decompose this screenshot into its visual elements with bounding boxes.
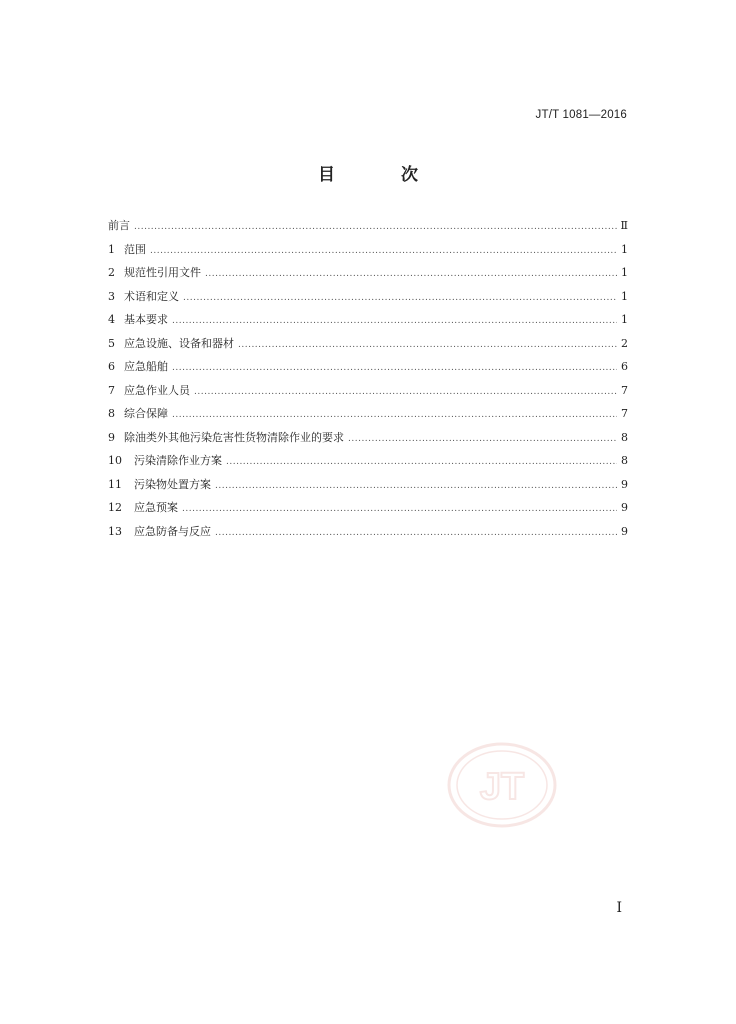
toc-entry-page: 1 xyxy=(621,313,628,326)
toc-leader-dots xyxy=(215,522,617,546)
page-title: 目 次 xyxy=(318,165,448,185)
toc-entry-label: 污染清除作业方案 xyxy=(134,454,222,467)
toc-entry[interactable] xyxy=(108,379,628,403)
toc-entry-number: 2 xyxy=(108,266,115,279)
toc-entry[interactable] xyxy=(108,332,628,356)
toc-entry-page: 2 xyxy=(621,336,628,350)
toc-entry-number: 10 xyxy=(108,454,122,467)
toc-entry-label: 前言 xyxy=(108,219,130,232)
toc-entry-number: 3 xyxy=(108,289,115,303)
toc-entry-label: 综合保障 xyxy=(124,407,168,420)
toc-entry-label: 术语和定义 xyxy=(124,289,179,303)
toc-entry-label: 应急防备与反应 xyxy=(134,524,211,538)
toc-entry-foreword[interactable] xyxy=(108,214,628,238)
page-number: I xyxy=(616,900,622,916)
toc-entry-label: 范围 xyxy=(124,242,146,256)
toc-leader-dots xyxy=(205,263,617,287)
toc-leader-dots xyxy=(182,498,617,522)
toc-entry-page: 1 xyxy=(621,242,628,256)
toc-entry-page: 1 xyxy=(621,289,628,303)
toc-leader-dots xyxy=(183,287,617,311)
toc-entry-number: 7 xyxy=(108,383,115,397)
toc-entry-page: 7 xyxy=(621,383,628,397)
table-of-contents xyxy=(108,214,628,543)
toc-entry-number: 8 xyxy=(108,407,115,420)
jt-watermark-logo xyxy=(447,742,557,828)
toc-entry-page: 9 xyxy=(621,477,628,491)
toc-leader-dots xyxy=(215,475,617,499)
toc-entry-number: 13 xyxy=(108,524,122,538)
standard-code: JT/T 1081—2016 xyxy=(535,109,627,121)
toc-entry[interactable] xyxy=(108,449,628,473)
toc-entry-number: 11 xyxy=(108,477,122,491)
toc-leader-dots xyxy=(172,404,617,428)
toc-entry-label: 规范性引用文件 xyxy=(124,266,201,279)
toc-leader-dots xyxy=(238,334,617,358)
toc-entry[interactable] xyxy=(108,473,628,497)
toc-entry-label: 应急作业人员 xyxy=(124,383,190,397)
toc-entry[interactable] xyxy=(108,261,628,285)
toc-entry[interactable] xyxy=(108,520,628,544)
watermark-text: JT xyxy=(479,766,525,808)
toc-entry-page: 6 xyxy=(621,360,628,373)
toc-entry-page: Ⅱ xyxy=(620,219,628,232)
toc-entry-number: 5 xyxy=(108,336,115,350)
toc-entry-page: 9 xyxy=(621,501,628,514)
toc-entry-label: 基本要求 xyxy=(124,313,168,326)
toc-entry-page: 7 xyxy=(621,407,628,420)
toc-entry[interactable] xyxy=(108,238,628,262)
toc-entry[interactable] xyxy=(108,285,628,309)
toc-entry-number: 6 xyxy=(108,360,115,373)
toc-leader-dots xyxy=(172,357,617,381)
toc-leader-dots xyxy=(194,381,617,405)
toc-entry-page: 8 xyxy=(621,454,628,467)
toc-entry-label: 污染物处置方案 xyxy=(134,477,211,491)
toc-entry-number: 9 xyxy=(108,430,115,444)
toc-entry-page: 1 xyxy=(621,266,628,279)
toc-entry[interactable] xyxy=(108,308,628,332)
toc-leader-dots xyxy=(226,451,617,475)
toc-entry-label: 应急设施、设备和器材 xyxy=(124,336,234,350)
toc-entry-label: 应急船舶 xyxy=(124,360,168,373)
toc-entry-page: 8 xyxy=(621,430,628,444)
toc-entry-number: 1 xyxy=(108,242,115,256)
toc-entry[interactable] xyxy=(108,402,628,426)
toc-leader-dots xyxy=(134,216,617,240)
toc-entry[interactable] xyxy=(108,355,628,379)
toc-entry-page: 9 xyxy=(621,524,628,538)
toc-entry[interactable] xyxy=(108,426,628,450)
toc-entry-number: 12 xyxy=(108,501,122,514)
toc-leader-dots xyxy=(150,240,617,264)
toc-leader-dots xyxy=(348,428,617,452)
toc-entry[interactable] xyxy=(108,496,628,520)
toc-entry-label: 应急预案 xyxy=(134,501,178,514)
toc-entry-label: 除油类外其他污染危害性货物清除作业的要求 xyxy=(124,430,344,444)
toc-leader-dots xyxy=(172,310,617,334)
toc-entry-number: 4 xyxy=(108,313,115,326)
